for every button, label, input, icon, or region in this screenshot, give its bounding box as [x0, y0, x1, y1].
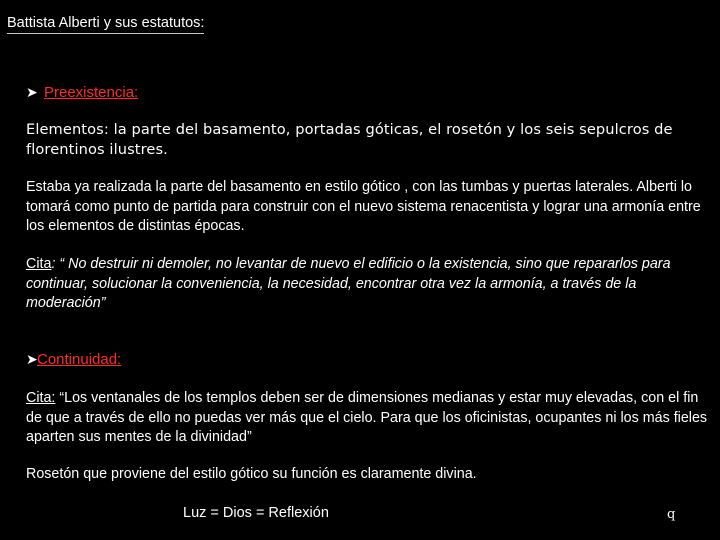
- quote-label-2: Cita:: [26, 390, 56, 406]
- heading-preexistencia-label: Preexistencia:: [44, 84, 139, 101]
- quote-paragraph-1: [26, 255, 714, 314]
- heading-continuidad: [26, 350, 121, 369]
- quote-label-1: Cita: [26, 256, 52, 272]
- heading-preexistencia: [26, 83, 138, 102]
- basement-paragraph: Estaba ya realizada la parte del basamento en estilo gótico , con las tumbas y puertas laterales. Alberti lo tomará como punto de partida para construir con el nuevo sistema renacentista y lograr una armonía entre los elementos de distintas épocas.: [26, 179, 701, 234]
- arrow-bullet-icon: ➤: [26, 84, 38, 100]
- slide-title: Battista Alberti y sus estatutos:: [7, 15, 204, 34]
- roseton-paragraph: Rosetón que proviene del estilo gótico su función es claramente divina.: [26, 466, 477, 482]
- corner-q-icon: q: [667, 507, 676, 522]
- heading-continuidad-label: Continuidad:: [37, 351, 122, 368]
- equation-line: Luz = Dios = Reflexión: [183, 505, 329, 521]
- arrow-bullet-icon: ➤: [26, 351, 38, 367]
- quote-text-1: : “ No destruir ni demoler, no levantar de nuevo el edificio o la existencia, sino que repararlos para continuar, solucionar la conveniencia, la necesidad, encontrar otra vez la armonía, a través de la moderación”: [26, 256, 671, 311]
- quote-text-2: “Los ventanales de los templos deben ser de dimensiones medianas y estar muy elevadas, con el fin de que a través de ello no puedas ver más que el cielo. Para que los oficinistas, ocupantes ni los más fieles aparten sus mentes de la divinidad”: [26, 390, 708, 445]
- quote-paragraph-2: [26, 389, 714, 448]
- elements-paragraph: Elementos: la parte del basamento, portadas góticas, el rosetón y los seis sepulcros de florentinos ilustres.: [26, 121, 673, 158]
